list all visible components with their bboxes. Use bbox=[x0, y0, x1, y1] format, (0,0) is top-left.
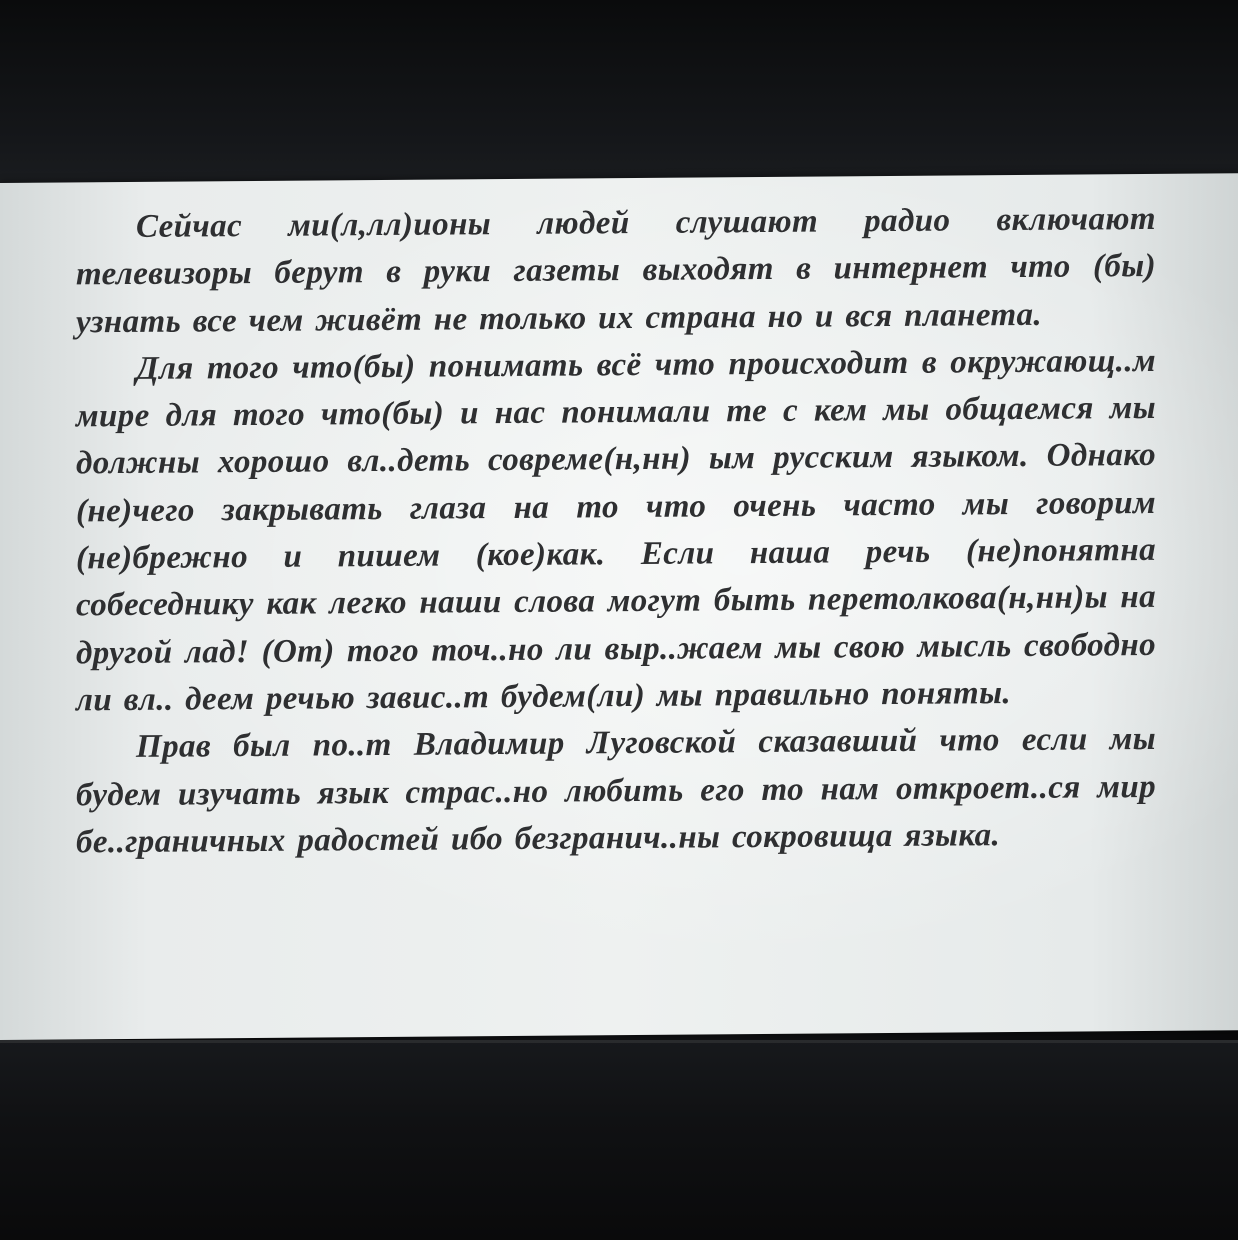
paragraph-3: Прав был по..т Владимир Луговской сказавший что если мы будем изучать язык страс..но любить его то нам откроет..ся мир бе..граничных радостей ибо безгранич..ны сокровища языка. bbox=[76, 721, 1156, 861]
screen-edge-glare bbox=[0, 1040, 1238, 1043]
monitor-screen bbox=[0, 173, 1238, 1040]
document-text bbox=[76, 196, 1156, 867]
monitor-bezel-top bbox=[0, 0, 1238, 200]
monitor-bezel-bottom bbox=[0, 1040, 1238, 1240]
paragraph-2: Для того что(бы) понимать всё что происходит в окружающ..м мире для того что(бы) и нас понимали те с кем мы общаемся мы должны хорошо вл..деть совреме(н,нн) ым русским языком. Однако (не)чего закрывать глаза на то что очень часто мы говорим (не)брежно и пишем (кое)как. Если наша речь (не)понятна собеседнику как легко наши слова могут быть перетолкова(н,нн)ы на другой лад! (От) того точ..но ли выр..жаем мы свою мысль свободно ли вл.. деем речью завис..т будем(ли) мы правильно поняты. bbox=[76, 342, 1156, 719]
paragraph-1: Сейчас ми(л,лл)ионы людей слушают радио включают телевизоры берут в руки газеты выходят в интернет что (бы) узнать все чем живёт не только их страна но и вся планета. bbox=[76, 200, 1156, 340]
